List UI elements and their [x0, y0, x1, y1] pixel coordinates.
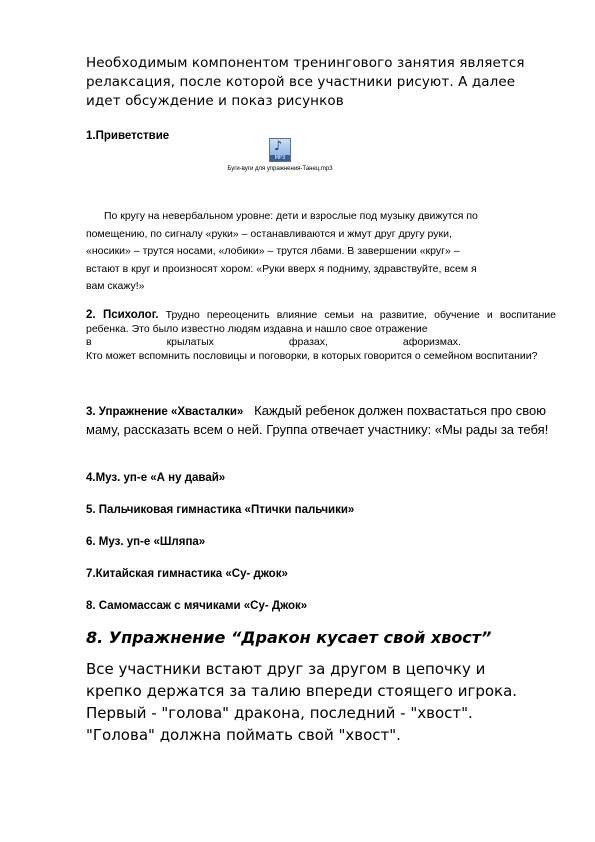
intro-paragraph [86, 54, 556, 111]
spread-word: в [86, 336, 92, 348]
section-3-text [86, 402, 556, 438]
file-type-tag: MP3 [270, 155, 290, 161]
text-line: Первый - "голова" дракона, последний - "хвост". [86, 704, 473, 722]
intro-line: идет обсуждение и показ рисунков [86, 93, 344, 109]
text-line [86, 208, 556, 226]
embedded-audio-file[interactable] [200, 138, 360, 172]
section-3-title: 3. Упражнение «Хвасталки» [86, 406, 244, 418]
text-line: помещению, по сигналу «руки» – останавливаются и жмут друг другу руки, [86, 227, 452, 240]
text-line: «носики» – трутся носами, «лобики» – трутся лбами. В завершении «круг» – [86, 245, 460, 257]
spread-word: крылатых [166, 336, 214, 348]
text-line: "Голова" должна поймать свой "хвост". [86, 726, 401, 744]
text-span: По кругу на невербальном уровне: дети и взрослые под музыку движутся по [104, 210, 478, 222]
music-note-icon: ♪ [274, 139, 283, 154]
intro-line: Необходимым компонентом тренингового занятия является [86, 55, 525, 71]
audio-file-icon[interactable] [269, 138, 291, 162]
exercise-heading: 8. Упражнение “Дракон кусает свой хвост” [86, 628, 492, 647]
section-1-title: 1.Приветствие [86, 130, 170, 142]
text-line: крепко держатся за талию впереди стоящего игрока. [86, 682, 518, 700]
spread-line [86, 336, 461, 350]
spread-word: афоризмах. [402, 336, 461, 348]
audio-file-caption: Буги-вуги для упражнения-Танец.mp3 [227, 166, 333, 172]
exercise-description [86, 658, 556, 746]
section-4-title: 4.Муз. уп-е «А ну давай» [86, 472, 226, 484]
section-7-title: 7.Китайская гимнастика «Су- джок» [86, 568, 288, 580]
section-1-text [86, 208, 556, 296]
spread-word: фразах, [288, 336, 328, 348]
text-line: вам скажу!» [86, 280, 145, 292]
section-2-body: Трудно переоценить влияние семьи на развитие, обучение и воспитание ребенка. Это было известно людям издавна и нашло свое отражение [86, 309, 556, 335]
section-2-title: 2. Психолог. [86, 309, 159, 321]
text-line: Все участники встают друг за другом в цепочку и [86, 660, 486, 678]
section-2-question: Кто может вспомнить пословицы и поговорки, в которых говорится о семейном воспитании? [86, 349, 538, 362]
section-6-title: 6. Муз. уп-е «Шляпа» [86, 536, 206, 548]
text-line: встают в круг и произносят хором: «Руки вверх я подниму, здравствуйте, всем я [86, 262, 477, 275]
section-8-title: 8. Самомассаж с мячиками «Су- Джок» [86, 600, 308, 612]
intro-line: релаксация, после которой все участники рисуют. А далее [86, 74, 516, 90]
section-2-text [86, 309, 556, 363]
section-3-body: Каждый ребенок должен похвастаться про свою маму, рассказать всем о ней. Группа отвечает участнику: «Мы рады за тебя! [86, 403, 549, 437]
section-5-title: 5. Пальчиковая гимнастика «Птички пальчики» [86, 504, 355, 516]
